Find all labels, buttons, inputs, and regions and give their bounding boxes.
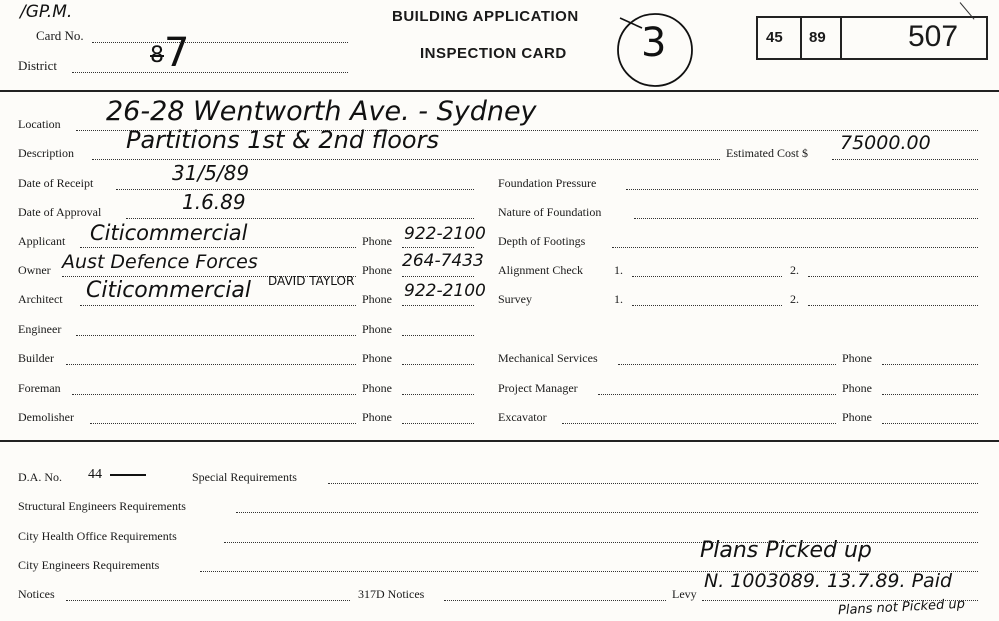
- da-no-value: 44: [88, 467, 146, 483]
- estimated-cost-value: 75000.00: [840, 132, 931, 154]
- builder-phone-line[interactable]: [402, 364, 474, 365]
- architect-line[interactable]: [80, 305, 356, 306]
- applicant-label: Applicant: [18, 234, 66, 248]
- estimated-cost-line[interactable]: [832, 159, 978, 160]
- levy-value: N. 1003089. 13.7.89. Paid: [704, 570, 953, 592]
- box-b: 89: [809, 29, 826, 46]
- owner-phone-label: Phone: [362, 263, 392, 277]
- architect-value: Citicommercial: [86, 278, 252, 303]
- special-line[interactable]: [328, 483, 978, 484]
- nature-foundation-label: Nature of Foundation: [498, 205, 602, 219]
- mechanical-phone-label: Phone: [842, 351, 872, 365]
- notices-line[interactable]: [66, 600, 350, 601]
- special-label: Special Requirements: [192, 470, 297, 484]
- bottom-note: Plans not Picked up: [837, 596, 966, 619]
- survey-2: 2.: [790, 292, 799, 306]
- engineer-label: Engineer: [18, 322, 62, 336]
- alignment-2-line[interactable]: [808, 276, 978, 277]
- location-value: 26-28 Wentworth Ave. - Sydney: [106, 96, 537, 127]
- alignment-1: 1.: [614, 263, 623, 277]
- location-label: Location: [18, 117, 61, 131]
- owner-value: Aust Defence Forces: [62, 251, 258, 273]
- structural-label: Structural Engineers Requirements: [18, 499, 186, 513]
- header-divider: [0, 90, 999, 92]
- survey-label: Survey: [498, 292, 532, 306]
- notices-label: Notices: [18, 587, 55, 601]
- foreman-phone-label: Phone: [362, 381, 392, 395]
- alignment-1-line[interactable]: [632, 276, 782, 277]
- applicant-phone-value: 922-2100: [404, 224, 486, 244]
- card-no-line[interactable]: [92, 42, 348, 43]
- foundation-pressure-line[interactable]: [626, 189, 978, 190]
- mechanical-label: Mechanical Services: [498, 351, 598, 365]
- builder-line[interactable]: [66, 364, 356, 365]
- notices-317d-line[interactable]: [444, 600, 666, 601]
- box-number: 507: [908, 20, 959, 53]
- excavator-phone-label: Phone: [842, 410, 872, 424]
- circled-number: 3: [641, 20, 667, 66]
- engineers-label: City Engineers Requirements: [18, 558, 160, 572]
- depth-footings-line[interactable]: [612, 247, 978, 248]
- district-label: District: [18, 58, 57, 73]
- project-manager-phone-line[interactable]: [882, 394, 978, 395]
- owner-phone-value: 264-7433: [402, 251, 484, 271]
- description-line[interactable]: [92, 159, 720, 160]
- demolisher-phone-line[interactable]: [402, 423, 474, 424]
- architect-note: DAVID TAYLOR: [268, 274, 355, 288]
- district-value: 87: [150, 30, 190, 76]
- project-manager-line[interactable]: [598, 394, 836, 395]
- foreman-label: Foreman: [18, 381, 61, 395]
- health-label: City Health Office Requirements: [18, 529, 177, 543]
- applicant-value: Citicommercial: [90, 221, 248, 245]
- architect-phone-line[interactable]: [402, 305, 474, 306]
- engineer-line[interactable]: [76, 335, 356, 336]
- engineers-value: Plans Picked up: [700, 538, 872, 563]
- owner-label: Owner: [18, 263, 51, 277]
- demolisher-line[interactable]: [90, 423, 356, 424]
- engineer-phone-line[interactable]: [402, 335, 474, 336]
- builder-phone-label: Phone: [362, 351, 392, 365]
- date-approval-value: 1.6.89: [182, 190, 246, 214]
- card-no-label: Card No.: [36, 28, 84, 43]
- architect-label: Architect: [18, 292, 63, 306]
- engineer-phone-label: Phone: [362, 322, 392, 336]
- foreman-line[interactable]: [72, 394, 356, 395]
- survey-1: 1.: [614, 292, 623, 306]
- alignment-check-label: Alignment Check: [498, 263, 583, 277]
- survey-2-line[interactable]: [808, 305, 978, 306]
- estimated-cost-label: Estimated Cost $: [726, 146, 808, 160]
- demolisher-label: Demolisher: [18, 410, 74, 424]
- architect-phone-label: Phone: [362, 292, 392, 306]
- description-value: Partitions 1st & 2nd floors: [126, 126, 439, 154]
- structural-line[interactable]: [236, 512, 978, 513]
- date-receipt-label: Date of Receipt: [18, 176, 94, 190]
- date-approval-line[interactable]: [126, 218, 474, 219]
- notices-317d-label: 317D Notices: [358, 587, 425, 601]
- date-receipt-value: 31/5/89: [172, 161, 250, 185]
- nature-foundation-line[interactable]: [634, 218, 978, 219]
- owner-phone-line[interactable]: [402, 276, 474, 277]
- survey-1-line[interactable]: [632, 305, 782, 306]
- mechanical-line[interactable]: [618, 364, 836, 365]
- levy-label: Levy: [672, 587, 697, 601]
- title-line2: INSPECTION CARD: [420, 45, 567, 62]
- excavator-phone-line[interactable]: [882, 423, 978, 424]
- corner-note: /GP.M.: [20, 2, 73, 22]
- excavator-line[interactable]: [562, 423, 836, 424]
- date-approval-label: Date of Approval: [18, 205, 102, 219]
- project-manager-phone-label: Phone: [842, 381, 872, 395]
- excavator-label: Excavator: [498, 410, 547, 424]
- builder-label: Builder: [18, 351, 54, 365]
- description-label: Description: [18, 146, 74, 160]
- demolisher-phone-label: Phone: [362, 410, 392, 424]
- depth-footings-label: Depth of Footings: [498, 234, 586, 248]
- applicant-line[interactable]: [80, 247, 356, 248]
- title-line1: BUILDING APPLICATION: [392, 8, 579, 25]
- applicant-phone-line[interactable]: [402, 247, 474, 248]
- architect-phone-value: 922-2100: [404, 281, 486, 301]
- fields-divider: [0, 440, 999, 442]
- da-no-label: D.A. No.: [18, 470, 62, 484]
- project-manager-label: Project Manager: [498, 381, 578, 395]
- mechanical-phone-line[interactable]: [882, 364, 978, 365]
- foreman-phone-line[interactable]: [402, 394, 474, 395]
- applicant-phone-label: Phone: [362, 234, 392, 248]
- box-a: 45: [766, 29, 783, 46]
- district-line[interactable]: [72, 72, 348, 73]
- foundation-pressure-label: Foundation Pressure: [498, 176, 597, 190]
- date-receipt-line[interactable]: [116, 189, 474, 190]
- alignment-2: 2.: [790, 263, 799, 277]
